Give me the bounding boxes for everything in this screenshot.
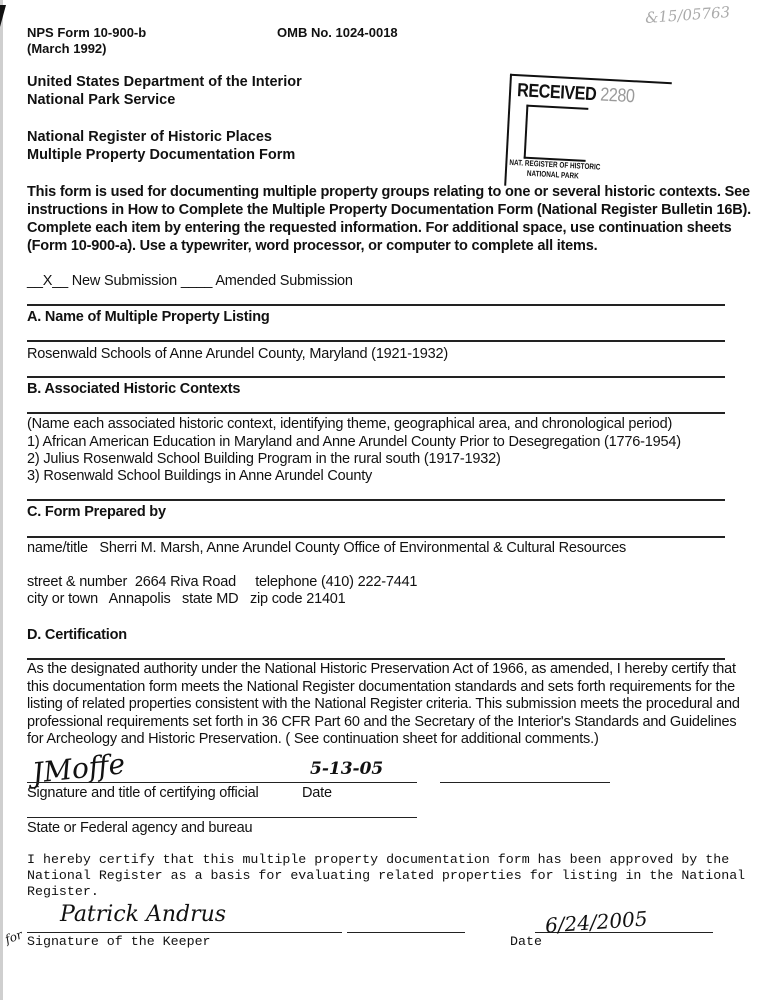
historic-context-item[interactable]: 3) Rosenwald School Buildings in Anne Arundel County bbox=[27, 468, 373, 484]
zip-value[interactable]: 21401 bbox=[306, 591, 346, 607]
received-stamp bbox=[504, 74, 675, 194]
name-title-label: name/title bbox=[27, 540, 88, 556]
official-signature-line[interactable] bbox=[27, 782, 417, 783]
submission-type bbox=[27, 272, 353, 290]
official-date-label: Date bbox=[302, 785, 332, 801]
divider bbox=[27, 536, 725, 538]
new-submission-label: New Submission bbox=[71, 273, 177, 289]
service: National Park Service bbox=[27, 92, 176, 108]
zip-label: zip code bbox=[249, 591, 303, 607]
divider bbox=[27, 412, 725, 414]
official-date: 5-13-05 bbox=[310, 759, 384, 779]
telephone-label: telephone bbox=[255, 574, 318, 590]
city-row bbox=[27, 590, 346, 608]
divider bbox=[27, 340, 725, 342]
stamp-inner-box bbox=[524, 105, 589, 162]
divider bbox=[27, 304, 725, 306]
historic-context-item[interactable]: 1) African American Education in Maryland and Anne Arundel County Prior to Desegregation (1776-1954) bbox=[27, 434, 681, 450]
city-value[interactable]: Annapolis bbox=[108, 591, 171, 607]
official-signature-label: Signature and title of certifying official bbox=[27, 785, 259, 801]
department: United States Department of the Interior bbox=[27, 74, 302, 90]
keeper-date-label: Date bbox=[510, 934, 542, 949]
state-label: state bbox=[182, 591, 213, 607]
stamp-line-1: NAT. REGISTER OF HISTORIC bbox=[509, 157, 601, 172]
city-label: city or town bbox=[27, 591, 98, 607]
agency-line[interactable] bbox=[27, 817, 417, 818]
form-name: Multiple Property Documentation Form bbox=[27, 147, 296, 163]
divider bbox=[27, 376, 725, 378]
page-edge bbox=[0, 0, 3, 1000]
amended-submission-label: Amended Submission bbox=[215, 273, 353, 289]
agency-label: State or Federal agency and bureau bbox=[27, 820, 253, 836]
blank-line bbox=[347, 932, 465, 933]
keeper-signature-line[interactable] bbox=[27, 932, 342, 933]
stamp-code: 2280 bbox=[599, 84, 636, 108]
form-number: NPS Form 10-900-b bbox=[27, 25, 147, 40]
keeper-signature-label: Signature of the Keeper bbox=[27, 934, 211, 949]
historic-context-item[interactable]: 2) Julius Rosenwald School Building Program in the rural south (1917-1932) bbox=[27, 451, 501, 467]
keeper-date: 6/24/2005 bbox=[544, 906, 649, 938]
section-b-heading: B. Associated Historic Contexts bbox=[27, 381, 241, 397]
divider bbox=[27, 658, 725, 660]
for-mark: for bbox=[3, 927, 25, 947]
address-row bbox=[27, 573, 417, 591]
street-value[interactable]: 2664 Riva Road bbox=[134, 574, 237, 590]
section-d-heading: D. Certification bbox=[27, 627, 127, 643]
property-listing-name[interactable]: Rosenwald Schools of Anne Arundel County, Maryland (1921-1932) bbox=[27, 346, 448, 362]
handwritten-note: &15/05763 bbox=[644, 3, 731, 27]
register-name: National Register of Historic Places bbox=[27, 129, 272, 145]
blank-line bbox=[440, 782, 610, 783]
keeper-certification-text: I hereby certify that this multiple property documentation form has been approved by the National Register as a basis for evaluating related properties for listing in the National Register. bbox=[27, 852, 746, 899]
instructions-text: This form is used for documenting multiple property groups relating to one or several historic contexts. See instructions in How to Complete the Multiple Property Documentation Form (National Register Bulletin 16B). Complete each item by entering the requested information. For additional space, use continuation sheets (Form 10-900-a). Use a typewriter, word processor, or computer to complete all items. bbox=[27, 184, 751, 254]
name-title-value[interactable]: Sherri M. Marsh, Anne Arundel County Office of Environmental & Cultural Resources bbox=[99, 540, 627, 556]
street-label: street & number bbox=[27, 574, 128, 590]
official-signature: JMoffe bbox=[30, 747, 127, 790]
divider bbox=[27, 499, 725, 501]
keeper-signature: Patrick Andrus bbox=[60, 902, 227, 927]
amended-submission-mark[interactable]: ____ bbox=[180, 273, 213, 289]
section-a-heading: A. Name of Multiple Property Listing bbox=[27, 309, 270, 325]
section-c-heading: C. Form Prepared by bbox=[27, 504, 166, 520]
section-b-instruction: (Name each associated historic context, identifying theme, geographical area, and chronological period) bbox=[27, 416, 673, 432]
telephone-value[interactable]: (410) 222-7441 bbox=[320, 574, 418, 590]
stamp-received-label: RECEIVED bbox=[516, 80, 597, 106]
certification-text: As the designated authority under the National Historic Preservation Act of 1966, as amended, I hereby certify that this documentation form meets the National Register documentation standards and sets forth requirements for the listing of related properties consistent with the National Register criteria. This submission meets the procedural and professional requirements set forth in 36 CFR Part 60 and the Secretary of the Interior's Standards and Guidelines for Archeology and Historic Preservation. ( See continuation sheet for additional comments.) bbox=[27, 661, 740, 748]
name-title-row bbox=[27, 539, 626, 557]
new-submission-mark[interactable]: __X__ bbox=[27, 273, 68, 289]
omb-number: OMB No. 1024-0018 bbox=[277, 25, 398, 40]
stamp-line-2: NATIONAL PARK bbox=[526, 168, 579, 181]
corner-mark bbox=[0, 5, 6, 27]
state-value[interactable]: MD bbox=[216, 591, 239, 607]
form-date: (March 1992) bbox=[27, 41, 107, 56]
